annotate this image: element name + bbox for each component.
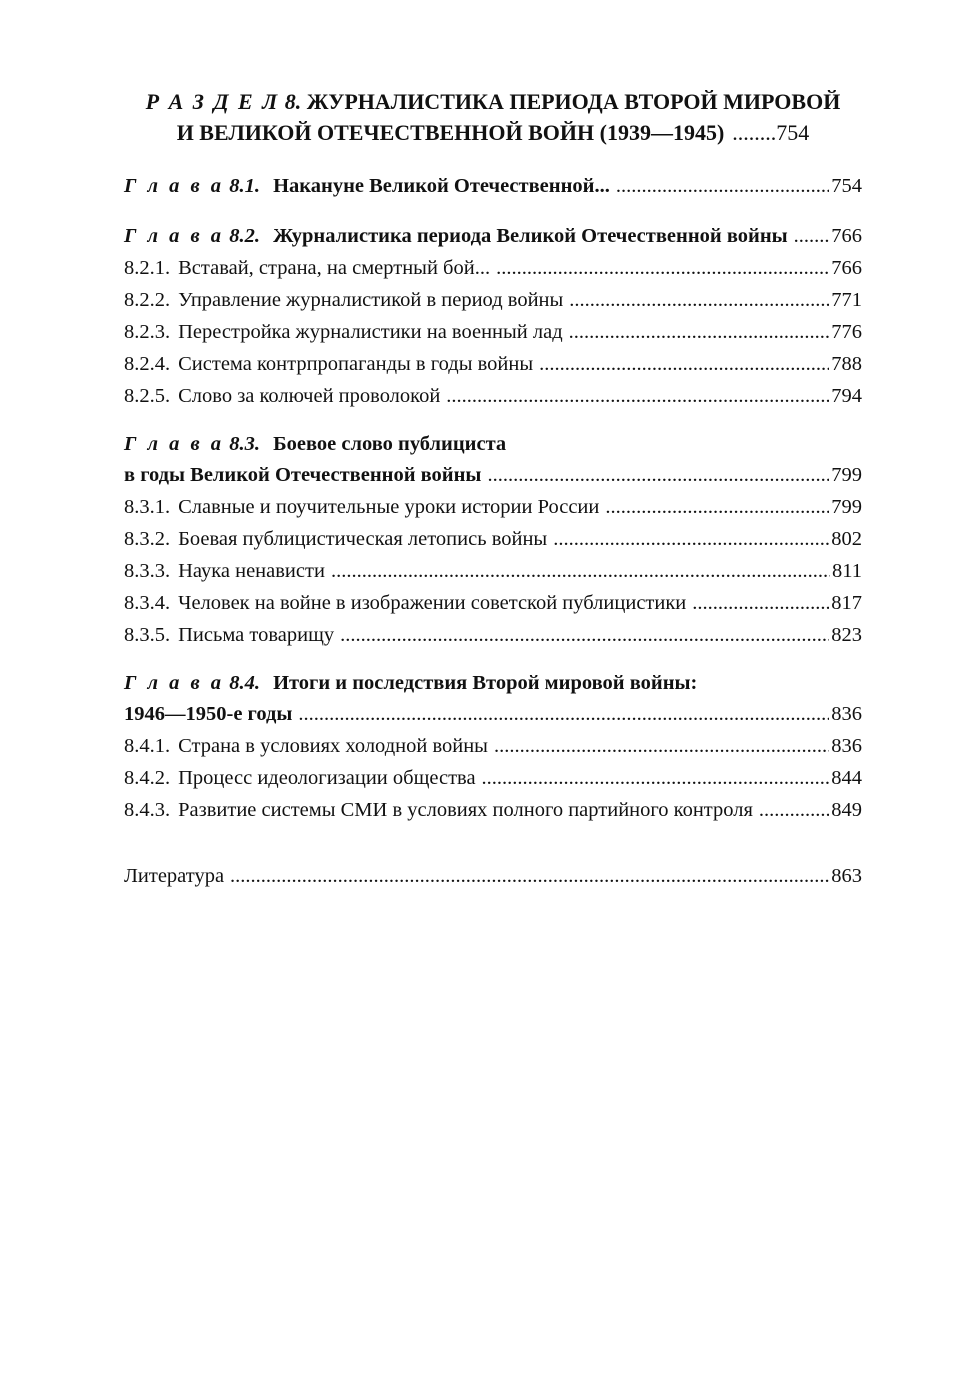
toc-entry[interactable]: [124, 730, 862, 762]
dot-leader: [487, 459, 829, 491]
entry-page: 836: [831, 735, 862, 757]
entry-page: 776: [831, 321, 862, 343]
chapter-page: 754: [831, 175, 862, 197]
toc-entry[interactable]: [124, 284, 862, 316]
entry-number: 8.2.3.: [124, 321, 171, 343]
entry-number: 8.2.2.: [124, 289, 171, 311]
section-label: Р А З Д Е Л: [145, 89, 280, 114]
literature-entry[interactable]: [124, 860, 862, 892]
entry-page: 849: [831, 799, 862, 821]
dot-leader: [553, 523, 829, 555]
dot-leader: [616, 170, 829, 202]
toc-entry[interactable]: [124, 619, 862, 651]
entry-title: Наука ненависти: [178, 560, 325, 582]
entry-page: 802: [831, 528, 862, 550]
entry-number: 8.3.1.: [124, 496, 171, 518]
chapter-heading[interactable]: [124, 220, 862, 252]
entry-number: 8.4.1.: [124, 735, 171, 757]
literature-title: Литература: [124, 865, 225, 887]
chapter-label: Г л а в а: [124, 433, 225, 455]
literature-page: 863: [831, 865, 862, 887]
chapter-label: Г л а в а: [124, 672, 225, 694]
chapter-title-line1: Боевое слово публициста: [273, 433, 507, 455]
chapter-number: 8.2.: [229, 225, 260, 247]
chapter-8-3: [124, 430, 862, 651]
dot-leader: [569, 316, 830, 348]
entry-title: Перестройка журналистики на военный лад: [178, 321, 563, 343]
chapter-title-line2: в годы Великой Отечественной войны: [124, 464, 482, 486]
chapter-number: 8.1.: [229, 175, 260, 197]
chapter-page: 836: [831, 703, 862, 725]
dot-leader: [331, 555, 830, 587]
chapter-8-1: [124, 170, 862, 202]
dot-leader: [732, 117, 776, 148]
entry-page: 844: [831, 767, 862, 789]
chapter-title: Накануне Великой Отечественной...: [273, 175, 610, 197]
entry-number: 8.3.3.: [124, 560, 171, 582]
chapter-number: 8.4.: [229, 672, 260, 694]
chapter-heading-line2[interactable]: [124, 459, 862, 491]
chapter-heading-line2[interactable]: [124, 698, 862, 730]
toc-entry[interactable]: [124, 252, 862, 284]
section-title-line1: ЖУРНАЛИСТИКА ПЕРИОДА ВТОРОЙ МИРОВОЙ: [306, 89, 841, 114]
dot-leader: [794, 220, 830, 252]
entry-title: Вставай, страна, на смертный бой...: [178, 257, 491, 279]
entry-page: 811: [832, 560, 862, 582]
chapter-number: 8.3.: [229, 433, 260, 455]
entry-title: Система контрпропаганды в годы войны: [178, 353, 534, 375]
section-number: 8.: [284, 89, 302, 114]
entry-page: 794: [831, 385, 862, 407]
toc-entry[interactable]: [124, 491, 862, 523]
toc-entry[interactable]: [124, 762, 862, 794]
chapter-label: Г л а в а: [124, 225, 225, 247]
toc-entry[interactable]: [124, 794, 862, 826]
toc-entry[interactable]: [124, 523, 862, 555]
toc-entry[interactable]: [124, 587, 862, 619]
entry-page: 817: [831, 592, 862, 614]
toc-entry[interactable]: [124, 348, 862, 380]
section-heading-line2: [124, 117, 862, 148]
entry-page: 788: [831, 353, 862, 375]
dot-leader: [496, 252, 829, 284]
chapter-label: Г л а в а: [124, 175, 225, 197]
dot-leader: [482, 762, 830, 794]
dot-leader: [340, 619, 829, 651]
entry-number: 8.2.4.: [124, 353, 171, 375]
table-of-contents: [124, 86, 862, 892]
entry-page: 823: [831, 624, 862, 646]
chapter-heading-line1[interactable]: [124, 669, 862, 698]
entry-number: 8.4.2.: [124, 767, 171, 789]
dot-leader: [494, 730, 829, 762]
entry-title: Процесс идеологизации общества: [178, 767, 476, 789]
dot-leader: [569, 284, 829, 316]
chapter-8-4: [124, 669, 862, 826]
chapter-8-2: [124, 220, 862, 412]
entry-title: Человек на войне в изображении советской публицистики: [178, 592, 687, 614]
entry-title: Слово за колючей проволокой: [178, 385, 441, 407]
dot-leader: [539, 348, 829, 380]
toc-entry[interactable]: [124, 316, 862, 348]
entry-number: 8.3.2.: [124, 528, 171, 550]
entry-title: Управление журналистикой в период войны: [178, 289, 564, 311]
dot-leader: [230, 860, 829, 892]
section-page: 754: [776, 120, 810, 145]
chapter-heading[interactable]: [124, 170, 862, 202]
entry-number: 8.3.4.: [124, 592, 171, 614]
chapter-title-line1: Итоги и последствия Второй мировой войны:: [273, 672, 698, 694]
entry-title: Страна в условиях холодной войны: [178, 735, 488, 757]
section-heading: [124, 86, 862, 148]
toc-entry[interactable]: [124, 555, 862, 587]
entry-title: Боевая публицистическая летопись войны: [178, 528, 548, 550]
dot-leader: [605, 491, 829, 523]
entry-number: 8.2.1.: [124, 257, 171, 279]
chapter-title: Журналистика периода Великой Отечественной войны: [273, 225, 788, 247]
dot-leader: [759, 794, 829, 826]
section-title-line2: И ВЕЛИКОЙ ОТЕЧЕСТВЕННОЙ ВОЙН (1939—1945): [176, 120, 725, 145]
chapter-heading-line1[interactable]: [124, 430, 862, 459]
section-heading-line1: [124, 86, 862, 117]
entry-number: 8.2.5.: [124, 385, 171, 407]
entry-number: 8.4.3.: [124, 799, 171, 821]
chapter-title-line2: 1946—1950-е годы: [124, 703, 293, 725]
dot-leader: [692, 587, 829, 619]
entry-number: 8.3.5.: [124, 624, 171, 646]
entry-page: 799: [831, 496, 862, 518]
dot-leader: [298, 698, 829, 730]
chapter-page: 766: [831, 225, 862, 247]
entry-title: Письма товарищу: [178, 624, 335, 646]
toc-entry[interactable]: [124, 380, 862, 412]
chapter-page: 799: [831, 464, 862, 486]
entry-page: 771: [831, 289, 862, 311]
entry-page: 766: [831, 257, 862, 279]
entry-title: Развитие системы СМИ в условиях полного партийного контроля: [178, 799, 753, 821]
dot-leader: [446, 380, 829, 412]
entry-title: Славные и поучительные уроки истории России: [178, 496, 600, 518]
